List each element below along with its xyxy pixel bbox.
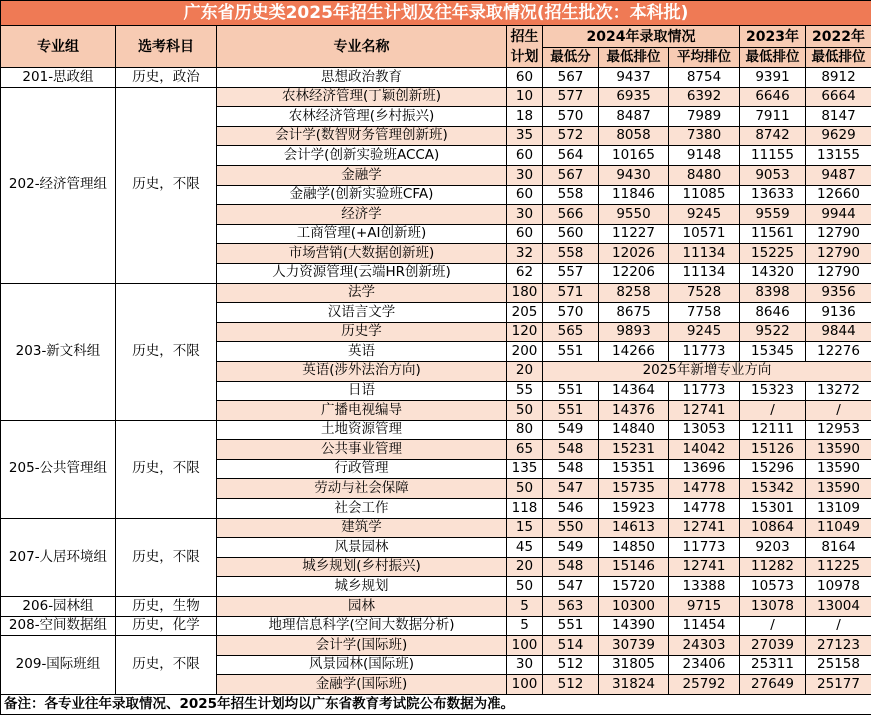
min-rank-2023: 10864	[740, 518, 806, 538]
header-plan	[507, 26, 543, 68]
min-score-2024: 572	[543, 126, 599, 146]
min-rank-2023: 15342	[740, 479, 806, 499]
min-rank-2024: 8058	[599, 126, 669, 146]
header-min-rank-2022: 最低排位	[806, 48, 871, 68]
table-row	[1, 518, 871, 538]
min-rank-2022: 13590	[806, 459, 871, 479]
min-rank-2022: 13590	[806, 479, 871, 499]
avg-rank-2024: 8754	[669, 68, 740, 88]
min-rank-2024: 15231	[599, 440, 669, 460]
min-rank-2022: 13155	[806, 146, 871, 166]
min-rank-2022: 12790	[806, 224, 871, 244]
major-name: 风景园林	[217, 538, 507, 558]
min-rank-2024: 31824	[599, 675, 669, 695]
header-2024: 2024年录取情况	[543, 26, 740, 48]
avg-rank-2024: 12741	[669, 401, 740, 421]
major-name: 广播电视编导	[217, 401, 507, 421]
major-name: 园林	[217, 597, 507, 617]
min-rank-2022: 13272	[806, 381, 871, 401]
avg-rank-2024: 11134	[669, 244, 740, 264]
min-rank-2023: 11282	[740, 557, 806, 577]
min-score-2024: 549	[543, 420, 599, 440]
min-score-2024: 547	[543, 479, 599, 499]
min-rank-2024: 10165	[599, 146, 669, 166]
header-min-score: 最低分	[543, 48, 599, 68]
min-rank-2022: 25158	[806, 655, 871, 675]
min-score-2024: 551	[543, 381, 599, 401]
plan-count: 10	[507, 87, 543, 107]
group-name: 208-空间数据组	[1, 616, 116, 636]
major-name: 建筑学	[217, 518, 507, 538]
min-rank-2023: /	[740, 401, 806, 421]
avg-rank-2024: 13053	[669, 420, 740, 440]
min-rank-2023: /	[740, 616, 806, 636]
major-name: 会计学(国际班)	[217, 636, 507, 656]
plan-count: 180	[507, 283, 543, 303]
major-name: 会计学(创新实验班ACCA)	[217, 146, 507, 166]
group-name: 206-园林组	[1, 597, 116, 617]
min-score-2024: 567	[543, 165, 599, 185]
major-name: 城乡规划	[217, 577, 507, 597]
min-score-2024: 549	[543, 538, 599, 558]
group-name: 202-经济管理组	[1, 87, 116, 283]
min-rank-2023: 9391	[740, 68, 806, 88]
avg-rank-2024: 11454	[669, 616, 740, 636]
avg-rank-2024: 11773	[669, 538, 740, 558]
min-rank-2022: 9356	[806, 283, 871, 303]
avg-rank-2024: 14778	[669, 499, 740, 519]
min-score-2024: 551	[543, 616, 599, 636]
min-rank-2023: 7911	[740, 107, 806, 127]
min-score-2024: 512	[543, 655, 599, 675]
table-row	[1, 616, 871, 636]
min-rank-2024: 30739	[599, 636, 669, 656]
major-name: 土地资源管理	[217, 420, 507, 440]
plan-count: 15	[507, 518, 543, 538]
min-rank-2024: 9437	[599, 68, 669, 88]
avg-rank-2024: 10571	[669, 224, 740, 244]
avg-rank-2024: 23406	[669, 655, 740, 675]
avg-rank-2024: 11773	[669, 381, 740, 401]
min-rank-2023: 27039	[740, 636, 806, 656]
min-rank-2024: 14364	[599, 381, 669, 401]
major-name: 风景园林(国际班)	[217, 655, 507, 675]
min-rank-2022: 9629	[806, 126, 871, 146]
table-body	[1, 68, 871, 695]
min-rank-2023: 15126	[740, 440, 806, 460]
avg-rank-2024: 9245	[669, 205, 740, 225]
plan-count: 5	[507, 597, 543, 617]
min-rank-2024: 9430	[599, 165, 669, 185]
plan-count: 60	[507, 224, 543, 244]
min-rank-2024: 14850	[599, 538, 669, 558]
min-score-2024: 514	[543, 636, 599, 656]
min-score-2024: 512	[543, 675, 599, 695]
group-subjects: 历史，不限	[116, 87, 217, 283]
avg-rank-2024: 11085	[669, 185, 740, 205]
group-subjects: 历史，化学	[116, 616, 217, 636]
major-name: 金融学(创新实验班CFA)	[217, 185, 507, 205]
min-score-2024: 567	[543, 68, 599, 88]
min-score-2024: 558	[543, 244, 599, 264]
min-rank-2022: 27123	[806, 636, 871, 656]
avg-rank-2024: 8480	[669, 165, 740, 185]
min-rank-2022: 8912	[806, 68, 871, 88]
plan-count: 45	[507, 538, 543, 558]
min-score-2024: 547	[543, 577, 599, 597]
min-score-2024: 566	[543, 205, 599, 225]
min-rank-2024: 14390	[599, 616, 669, 636]
min-rank-2023: 11155	[740, 146, 806, 166]
min-rank-2024: 31805	[599, 655, 669, 675]
plan-count: 60	[507, 185, 543, 205]
min-rank-2022: 6664	[806, 87, 871, 107]
min-score-2024: 570	[543, 303, 599, 323]
major-name: 城乡规划(乡村振兴)	[217, 557, 507, 577]
min-rank-2024: 12206	[599, 263, 669, 283]
min-rank-2022: 13109	[806, 499, 871, 519]
min-rank-2024: 15146	[599, 557, 669, 577]
min-rank-2024: 14840	[599, 420, 669, 440]
min-rank-2024: 9893	[599, 322, 669, 342]
major-name: 工商管理(+AI创新班)	[217, 224, 507, 244]
min-score-2024: 571	[543, 283, 599, 303]
min-rank-2023: 15296	[740, 459, 806, 479]
min-rank-2024: 14266	[599, 342, 669, 362]
avg-rank-2024: 12741	[669, 557, 740, 577]
plan-count: 205	[507, 303, 543, 323]
min-rank-2024: 8487	[599, 107, 669, 127]
min-rank-2023: 8398	[740, 283, 806, 303]
avg-rank-2024: 24303	[669, 636, 740, 656]
group-subjects: 历史，不限	[116, 420, 217, 518]
avg-rank-2024: 25792	[669, 675, 740, 695]
major-name: 历史学	[217, 322, 507, 342]
major-name: 社会工作	[217, 499, 507, 519]
min-score-2024: 548	[543, 557, 599, 577]
avg-rank-2024: 7528	[669, 283, 740, 303]
header-min-rank: 最低排位	[599, 48, 669, 68]
avg-rank-2024: 9245	[669, 322, 740, 342]
plan-count: 100	[507, 675, 543, 695]
table-row	[1, 420, 871, 440]
min-score-2024: 557	[543, 263, 599, 283]
min-score-2024: 565	[543, 322, 599, 342]
min-rank-2022: 13590	[806, 440, 871, 460]
plan-count: 35	[507, 126, 543, 146]
table-row	[1, 283, 871, 303]
table-title: 广东省历史类2025年招生计划及往年录取情况(招生批次：本科批)	[1, 1, 871, 26]
major-name: 汉语言文学	[217, 303, 507, 323]
avg-rank-2024: 9715	[669, 597, 740, 617]
plan-count: 50	[507, 401, 543, 421]
min-rank-2022: /	[806, 401, 871, 421]
min-score-2024: 560	[543, 224, 599, 244]
min-rank-2022: 9487	[806, 165, 871, 185]
group-name: 209-国际班组	[1, 636, 116, 695]
group-name: 207-人居环境组	[1, 518, 116, 596]
table-row	[1, 68, 871, 88]
min-rank-2022: 12790	[806, 244, 871, 264]
min-rank-2023: 10573	[740, 577, 806, 597]
min-rank-2022: 8147	[806, 107, 871, 127]
min-score-2024: 564	[543, 146, 599, 166]
min-rank-2024: 6935	[599, 87, 669, 107]
min-rank-2022: 10978	[806, 577, 871, 597]
major-name: 经济学	[217, 205, 507, 225]
min-rank-2023: 9522	[740, 322, 806, 342]
min-rank-2022: 12660	[806, 185, 871, 205]
avg-rank-2024: 14778	[669, 479, 740, 499]
header-2023: 2023年	[740, 26, 806, 48]
min-score-2024: 551	[543, 342, 599, 362]
plan-count: 60	[507, 146, 543, 166]
major-name: 人力资源管理(云端HR创新班)	[217, 263, 507, 283]
min-rank-2022: 11049	[806, 518, 871, 538]
min-rank-2023: 15345	[740, 342, 806, 362]
avg-rank-2024: 6392	[669, 87, 740, 107]
footnote: 备注：各专业往年录取情况、2025年招生计划均以广东省教育考试院公布数据为准。	[1, 695, 871, 715]
group-subjects: 历史，政治	[116, 68, 217, 88]
table-row	[1, 597, 871, 617]
min-score-2024: 548	[543, 440, 599, 460]
min-rank-2024: 15720	[599, 577, 669, 597]
major-name: 英语(涉外法治方向)	[217, 361, 507, 381]
header-group: 专业组	[1, 26, 116, 68]
plan-count: 100	[507, 636, 543, 656]
group-subjects: 历史，不限	[116, 283, 217, 420]
min-rank-2024: 15351	[599, 459, 669, 479]
header-min-rank-2023: 最低排位	[740, 48, 806, 68]
table-row	[1, 87, 871, 107]
group-name: 201-思政组	[1, 68, 116, 88]
min-rank-2023: 9053	[740, 165, 806, 185]
plan-count: 50	[507, 577, 543, 597]
avg-rank-2024: 13696	[669, 459, 740, 479]
min-rank-2023: 11561	[740, 224, 806, 244]
plan-count: 50	[507, 479, 543, 499]
avg-rank-2024: 7758	[669, 303, 740, 323]
plan-count: 62	[507, 263, 543, 283]
major-name: 公共事业管理	[217, 440, 507, 460]
min-rank-2022: 9136	[806, 303, 871, 323]
major-name: 农林经济管理(丁颖创新班)	[217, 87, 507, 107]
group-subjects: 历史，不限	[116, 636, 217, 695]
plan-count: 20	[507, 361, 543, 381]
plan-count: 80	[507, 420, 543, 440]
min-score-2024: 548	[543, 459, 599, 479]
min-rank-2024: 11846	[599, 185, 669, 205]
plan-count: 55	[507, 381, 543, 401]
avg-rank-2024: 13388	[669, 577, 740, 597]
plan-count: 30	[507, 655, 543, 675]
min-score-2024: 551	[543, 401, 599, 421]
plan-count: 30	[507, 205, 543, 225]
header-2022: 2022年	[806, 26, 871, 48]
min-rank-2024: 10300	[599, 597, 669, 617]
min-rank-2023: 13078	[740, 597, 806, 617]
plan-count: 118	[507, 499, 543, 519]
avg-rank-2024: 14042	[669, 440, 740, 460]
min-score-2024: 558	[543, 185, 599, 205]
min-rank-2023: 8742	[740, 126, 806, 146]
min-rank-2023: 14320	[740, 263, 806, 283]
avg-rank-2024: 11134	[669, 263, 740, 283]
header-major: 专业名称	[217, 26, 507, 68]
major-name: 市场营销(大数据创新班)	[217, 244, 507, 264]
min-rank-2024: 8675	[599, 303, 669, 323]
plan-count: 135	[507, 459, 543, 479]
min-rank-2023: 13633	[740, 185, 806, 205]
min-rank-2023: 27649	[740, 675, 806, 695]
major-name: 会计学(数智财务管理创新班)	[217, 126, 507, 146]
min-rank-2024: 14376	[599, 401, 669, 421]
table-row	[1, 636, 871, 656]
min-rank-2024: 14613	[599, 518, 669, 538]
group-name: 203-新文科组	[1, 283, 116, 420]
min-rank-2024: 11227	[599, 224, 669, 244]
min-rank-2022: 9844	[806, 322, 871, 342]
avg-rank-2024: 7989	[669, 107, 740, 127]
min-rank-2023: 9559	[740, 205, 806, 225]
major-name: 金融学(国际班)	[217, 675, 507, 695]
new-major-note: 2025年新增专业方向	[543, 361, 871, 381]
min-rank-2022: 25177	[806, 675, 871, 695]
plan-count: 5	[507, 616, 543, 636]
avg-rank-2024: 7380	[669, 126, 740, 146]
plan-count: 120	[507, 322, 543, 342]
group-subjects: 历史，生物	[116, 597, 217, 617]
plan-count: 30	[507, 165, 543, 185]
min-rank-2022: 11225	[806, 557, 871, 577]
min-rank-2023: 8646	[740, 303, 806, 323]
min-rank-2023: 25311	[740, 655, 806, 675]
plan-count: 60	[507, 68, 543, 88]
min-rank-2024: 8258	[599, 283, 669, 303]
plan-count: 20	[507, 557, 543, 577]
min-rank-2024: 12026	[599, 244, 669, 264]
min-rank-2023: 9203	[740, 538, 806, 558]
plan-count: 32	[507, 244, 543, 264]
major-name: 英语	[217, 342, 507, 362]
group-name: 205-公共管理组	[1, 420, 116, 518]
plan-count: 65	[507, 440, 543, 460]
min-rank-2022: 12790	[806, 263, 871, 283]
major-name: 农林经济管理(乡村振兴)	[217, 107, 507, 127]
min-score-2024: 570	[543, 107, 599, 127]
min-rank-2023: 6646	[740, 87, 806, 107]
min-rank-2023: 15323	[740, 381, 806, 401]
major-name: 法学	[217, 283, 507, 303]
plan-count: 200	[507, 342, 543, 362]
header-plan-text: 招生计划	[510, 28, 539, 65]
avg-rank-2024: 12741	[669, 518, 740, 538]
avg-rank-2024: 9148	[669, 146, 740, 166]
major-name: 行政管理	[217, 459, 507, 479]
min-score-2024: 563	[543, 597, 599, 617]
header-avg-rank: 平均排位	[669, 48, 740, 68]
min-rank-2022: /	[806, 616, 871, 636]
group-subjects: 历史，不限	[116, 518, 217, 596]
major-name: 地理信息科学(空间大数据分析)	[217, 616, 507, 636]
plan-count: 18	[507, 107, 543, 127]
major-name: 劳动与社会保障	[217, 479, 507, 499]
min-rank-2022: 12953	[806, 420, 871, 440]
min-rank-2024: 9550	[599, 205, 669, 225]
major-name: 日语	[217, 381, 507, 401]
min-rank-2023: 15225	[740, 244, 806, 264]
major-name: 思想政治教育	[217, 68, 507, 88]
min-score-2024: 546	[543, 499, 599, 519]
major-name: 金融学	[217, 165, 507, 185]
min-rank-2024: 15923	[599, 499, 669, 519]
min-rank-2022: 13004	[806, 597, 871, 617]
min-rank-2023: 15301	[740, 499, 806, 519]
min-rank-2024: 15735	[599, 479, 669, 499]
header-subjects: 选考科目	[116, 26, 217, 68]
min-score-2024: 550	[543, 518, 599, 538]
min-score-2024: 577	[543, 87, 599, 107]
avg-rank-2024: 11773	[669, 342, 740, 362]
min-rank-2022: 9944	[806, 205, 871, 225]
min-rank-2023: 12111	[740, 420, 806, 440]
min-rank-2022: 8164	[806, 538, 871, 558]
min-rank-2022: 12276	[806, 342, 871, 362]
